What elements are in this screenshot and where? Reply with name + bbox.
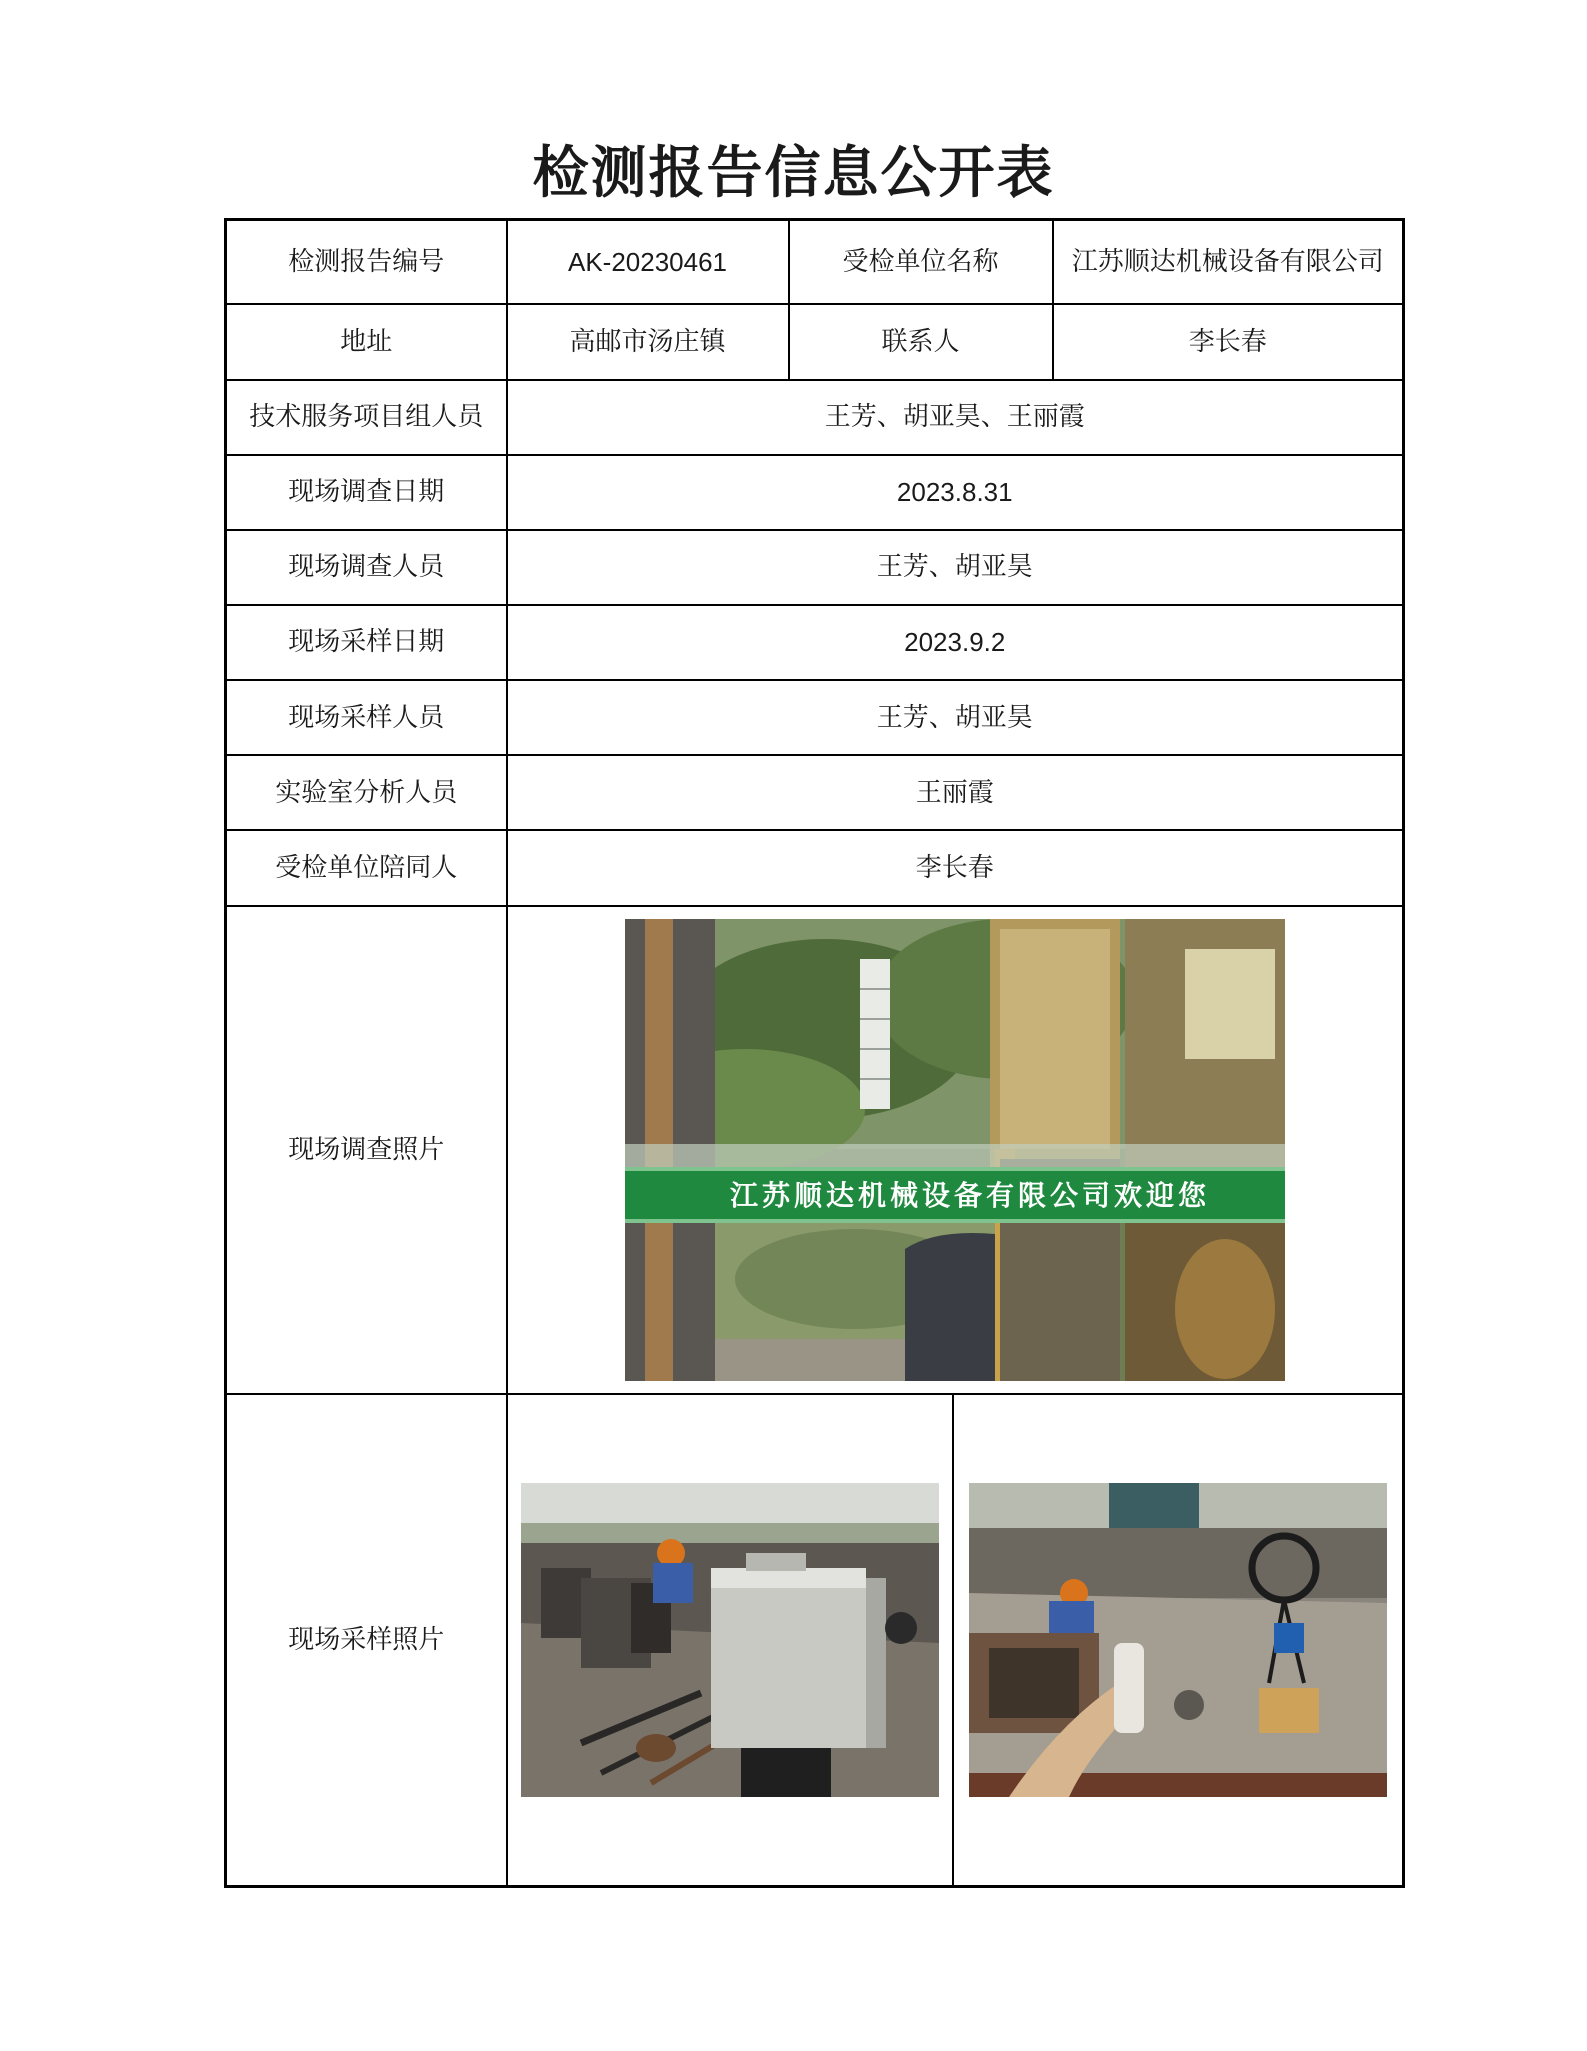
value-escort: 李长春 [507, 830, 1404, 906]
sampling-photo-2-image [969, 1483, 1387, 1797]
label-sampling-photo: 现场采样照片 [226, 1394, 507, 1887]
sampling-photo-cell-1 [507, 1394, 953, 1887]
value-survey-staff: 王芳、胡亚昊 [507, 530, 1404, 605]
report-info-table [224, 218, 1405, 1888]
row-sampling-staff [226, 680, 1404, 755]
survey-photo-banner: 江苏顺达机械设备有限公司欢迎您 [729, 1179, 1210, 1212]
row-team [226, 380, 1404, 455]
survey-photo-cell [507, 906, 1404, 1394]
label-survey-photo: 现场调查照片 [226, 906, 507, 1394]
value-address: 高邮市汤庄镇 [507, 304, 789, 380]
label-lab-staff: 实验室分析人员 [226, 755, 507, 830]
value-lab-staff: 王丽霞 [507, 755, 1404, 830]
sampling-photo-cell-2 [953, 1394, 1404, 1887]
value-unit-name: 江苏顺达机械设备有限公司 [1053, 220, 1404, 304]
label-address: 地址 [226, 304, 507, 380]
sampling-photo-2 [969, 1483, 1387, 1797]
row-address [226, 304, 1404, 380]
label-escort: 受检单位陪同人 [226, 830, 507, 906]
label-survey-staff: 现场调查人员 [226, 530, 507, 605]
row-survey-photo [226, 906, 1404, 1394]
page-title: 检测报告信息公开表 [532, 140, 1055, 206]
sampling-photo-1-image [521, 1483, 939, 1797]
row-sampling-date [226, 605, 1404, 680]
label-survey-date: 现场调查日期 [226, 455, 507, 530]
value-report-no: AK-20230461 [507, 220, 789, 304]
label-sampling-staff: 现场采样人员 [226, 680, 507, 755]
label-contact: 联系人 [789, 304, 1053, 380]
sampling-photo-1 [521, 1483, 939, 1797]
row-report-no [226, 220, 1404, 304]
survey-photo [625, 919, 1285, 1381]
row-escort [226, 830, 1404, 906]
survey-photo-image [625, 919, 1285, 1381]
row-sampling-photo [226, 1394, 1404, 1887]
label-sampling-date: 现场采样日期 [226, 605, 507, 680]
value-contact: 李长春 [1053, 304, 1404, 380]
value-team: 王芳、胡亚昊、王丽霞 [507, 380, 1404, 455]
row-survey-date [226, 455, 1404, 530]
label-team: 技术服务项目组人员 [226, 380, 507, 455]
row-survey-staff [226, 530, 1404, 605]
value-survey-date: 2023.8.31 [507, 455, 1404, 530]
value-sampling-date: 2023.9.2 [507, 605, 1404, 680]
label-report-no: 检测报告编号 [226, 220, 507, 304]
label-unit-name: 受检单位名称 [789, 220, 1053, 304]
row-lab-staff [226, 755, 1404, 830]
value-sampling-staff: 王芳、胡亚昊 [507, 680, 1404, 755]
